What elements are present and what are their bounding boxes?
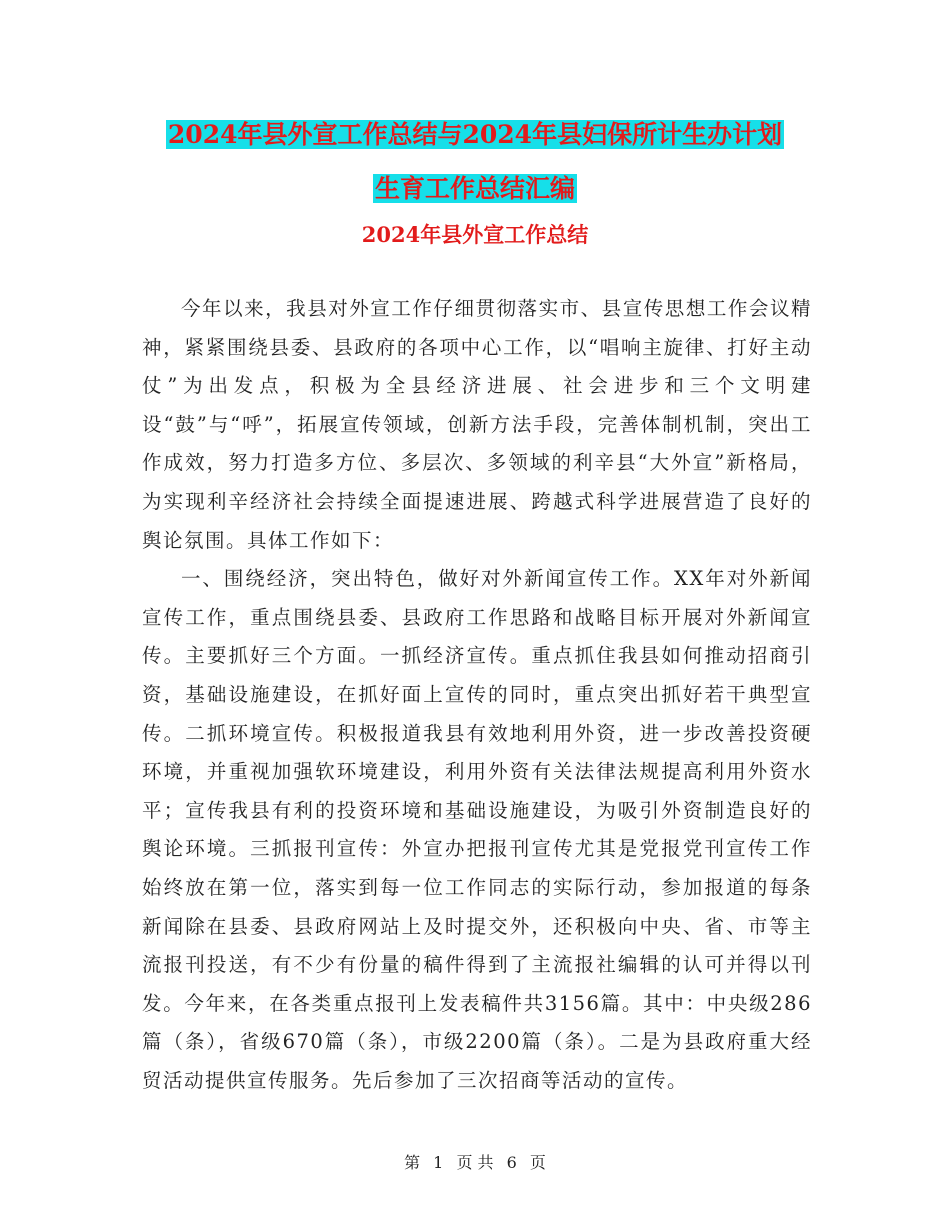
document-title [0,108,950,216]
body-text [142,290,812,1100]
page-label-mid: 页 共 [456,1153,494,1172]
paragraph: 一、围绕经济，突出特色，做好对外新闻宣传工作。XX年对外新闻宣传工作，重点围绕县委、县政府工作思路和战略目标开展对外新闻宣传。主要抓好三个方面。一抓经济宣传。重点抓住我县如何推动招商引资，基础设施建设，在抓好面上宣传的同时，重点突出抓好若干典型宣传。二抓环境宣传。积极报道我县有效地利用外资，进一步改善投资硬环境，并重视加强软环境建设，利用外资有关法律法规提高利用外资水平；宣传我县有利的投资环境和基础设施建设，为吸引外资制造良好的舆论环境。三抓报刊宣传：外宣办把报刊宣传尤其是党报党刊宣传工作始终放在第一位，落实到每一位工作同志的实际行动，参加报道的每条新闻除在县委、县政府网站上及时提交外，还积极向中央、省、市等主流报刊投送，有不少有份量的稿件得到了主流报社编辑的认可并得以刊发。今年来，在各类重点报刊上发表稿件共3156篇。其中：中央级286篇（条），省级670篇（条），市级2200篇（条）。二是为县政府重大经贸活动提供宣传服务。先后参加了三次招商等活动的宣传。 [142,567,812,1092]
page-number-current: 1 [433,1153,444,1172]
page-footer [0,1150,950,1173]
document-title-line-1: 2024年县外宣工作总结与2024年县妇保所计生办计划 [167,120,783,149]
page-label-prefix: 第 [404,1153,421,1172]
document-title-line-2: 生育工作总结汇编 [374,174,575,203]
paragraph: 今年以来，我县对外宣工作仔细贯彻落实市、县宣传思想工作会议精神，紧紧围绕县委、县政府的各项中心工作，以“唱响主旋律、打好主动仗”为出发点，积极为全县经济进展、社会进步和三个文明建设“鼓”与“呼”，拓展宣传领域，创新方法手段，完善体制机制，突出工作成效，努力打造多方位、多层次、多领域的利辛县“大外宣”新格局，为实现利辛经济社会持续全面提速进展、跨越式科学进展营造了良好的舆论氛围。具体工作如下： [142,297,812,552]
section-heading: 2024年县外宣工作总结 [361,222,589,247]
page-number-total: 6 [506,1153,517,1172]
page-label-suffix: 页 [529,1153,546,1172]
